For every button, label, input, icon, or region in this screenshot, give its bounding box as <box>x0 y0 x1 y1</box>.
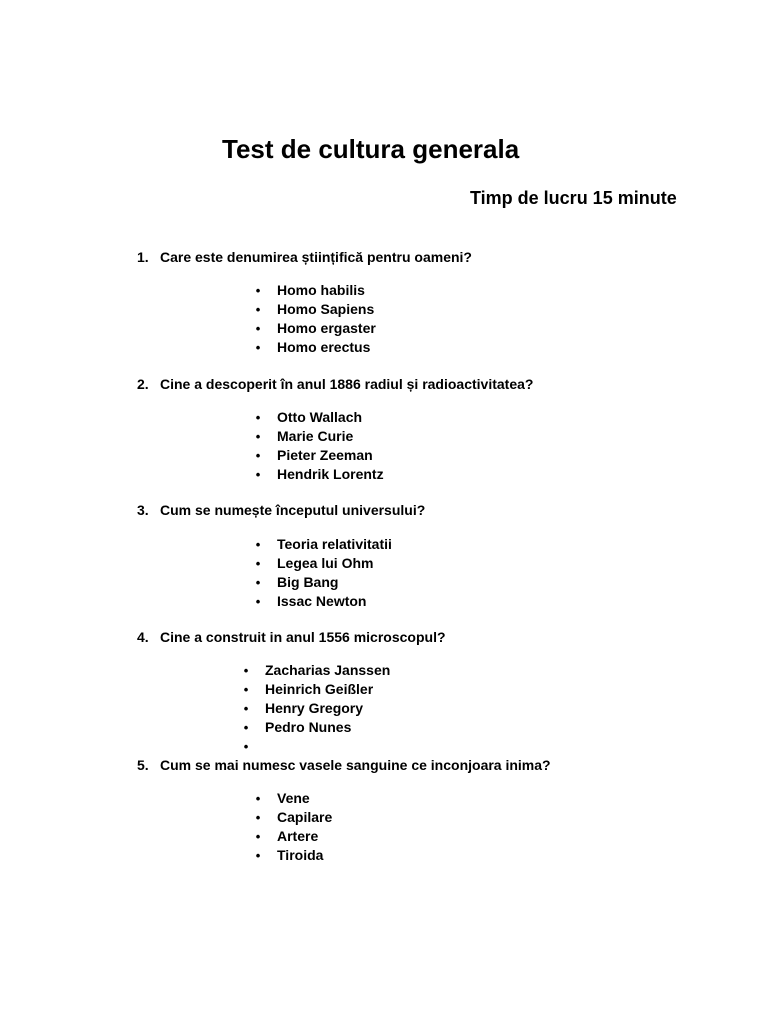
bullet-icon: • <box>255 791 261 806</box>
question-text: Cine a construit in anul 1556 microscopul? <box>160 629 446 645</box>
answer-option: Zacharias Janssen <box>265 662 391 678</box>
bullet-icon: • <box>255 429 261 444</box>
bullet-icon: • <box>255 302 261 317</box>
bullet-icon: • <box>243 739 249 754</box>
bullet-icon: • <box>255 321 261 336</box>
question-3 <box>137 501 425 519</box>
bullet-icon: • <box>255 810 261 825</box>
answer-option: Artere <box>277 828 319 844</box>
answer-option: Issac Newton <box>277 593 367 609</box>
question-number: 4. <box>137 629 149 645</box>
answer-option: Homo erectus <box>277 339 371 355</box>
answer-option: Otto Wallach <box>277 409 363 425</box>
question-2 <box>137 375 533 393</box>
question-number: 3. <box>137 502 149 518</box>
question-5 <box>137 756 551 774</box>
question-number: 2. <box>137 376 149 392</box>
question-text: Cum se mai numesc vasele sanguine ce inconjoara inima? <box>160 757 551 773</box>
question-text: Cum se numește începutul universului? <box>160 502 426 518</box>
answer-option: Legea lui Ohm <box>277 555 374 571</box>
bullet-icon: • <box>255 448 261 463</box>
answer-option: Pieter Zeeman <box>277 447 373 463</box>
bullet-icon: • <box>255 467 261 482</box>
bullet-icon: • <box>255 283 261 298</box>
page-title: Test de cultura generala <box>222 134 520 164</box>
bullet-icon: • <box>255 829 261 844</box>
answer-option: Big Bang <box>277 574 339 590</box>
question-text: Care este denumirea științifică pentru oameni? <box>160 249 472 265</box>
answer-option: Heinrich Geißler <box>265 681 374 697</box>
bullet-icon: • <box>255 556 261 571</box>
bullet-icon: • <box>255 575 261 590</box>
answer-option: Homo ergaster <box>277 320 376 336</box>
question-4 <box>137 628 446 646</box>
answer-option: Hendrik Lorentz <box>277 466 384 482</box>
answer-option: Vene <box>277 790 310 806</box>
bullet-icon: • <box>255 848 261 863</box>
answer-option: Pedro Nunes <box>265 719 352 735</box>
bullet-icon: • <box>243 663 249 678</box>
question-text: Cine a descoperit în anul 1886 radiul și radioactivitatea? <box>160 376 534 392</box>
answer-option: Teoria relativitatii <box>277 536 392 552</box>
answer-option: Homo Sapiens <box>277 301 375 317</box>
bullet-icon: • <box>243 720 249 735</box>
answer-option: Henry Gregory <box>265 700 364 716</box>
bullet-icon: • <box>255 410 261 425</box>
question-number: 5. <box>137 757 149 773</box>
question-1 <box>137 248 472 266</box>
bullet-icon: • <box>255 537 261 552</box>
bullet-icon: • <box>243 682 249 697</box>
bullet-icon: • <box>243 701 249 716</box>
answer-option: Tiroida <box>277 847 324 863</box>
answer-option: Homo habilis <box>277 282 365 298</box>
bullet-icon: • <box>255 594 261 609</box>
answer-option: Marie Curie <box>277 428 354 444</box>
question-number: 1. <box>137 249 149 265</box>
answer-option: Capilare <box>277 809 333 825</box>
time-limit-subtitle: Timp de lucru 15 minute <box>470 188 677 208</box>
bullet-icon: • <box>255 340 261 355</box>
